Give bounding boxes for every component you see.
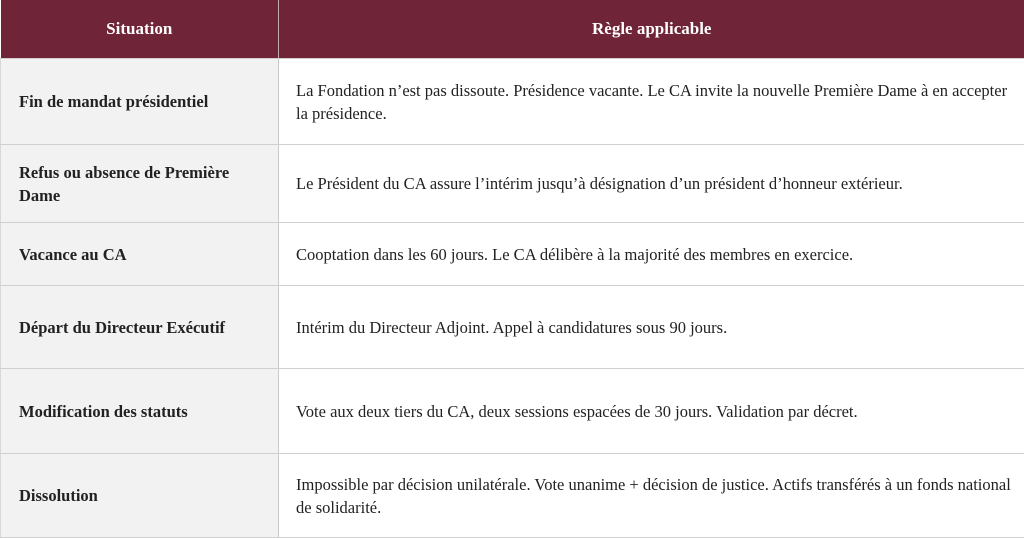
rule-cell: Impossible par décision unilatérale. Vote unanime + décision de justice. Actifs transférés à un fonds national de solidarité. — [279, 454, 1024, 538]
rule-cell: Le Président du CA assure l’intérim jusqu’à désignation d’un président d’honneur extérieur. — [279, 145, 1024, 223]
rule-cell: Cooptation dans les 60 jours. Le CA délibère à la majorité des membres en exercice. — [279, 223, 1024, 286]
table-row — [1, 223, 1024, 286]
situation-cell: Dissolution — [1, 454, 279, 538]
table-row — [1, 145, 1024, 223]
rule-cell: Intérim du Directeur Adjoint. Appel à candidatures sous 90 jours. — [279, 286, 1024, 369]
table-row — [1, 59, 1024, 145]
table-row — [1, 454, 1024, 538]
situation-cell: Refus ou absence de Première Dame — [1, 145, 279, 223]
header-rule: Règle applicable — [279, 0, 1024, 59]
situation-cell: Vacance au CA — [1, 223, 279, 286]
situation-cell: Départ du Directeur Exécutif — [1, 286, 279, 369]
table-header-row — [1, 0, 1024, 59]
rule-cell: Vote aux deux tiers du CA, deux sessions espacées de 30 jours. Validation par décret. — [279, 369, 1024, 454]
situation-cell: Modification des statuts — [1, 369, 279, 454]
situation-cell: Fin de mandat présidentiel — [1, 59, 279, 145]
table-row — [1, 286, 1024, 369]
header-situation: Situation — [1, 0, 279, 59]
rule-cell: La Fondation n’est pas dissoute. Présidence vacante. Le CA invite la nouvelle Première Dame à en accepter la présidence. — [279, 59, 1024, 145]
table-row — [1, 369, 1024, 454]
